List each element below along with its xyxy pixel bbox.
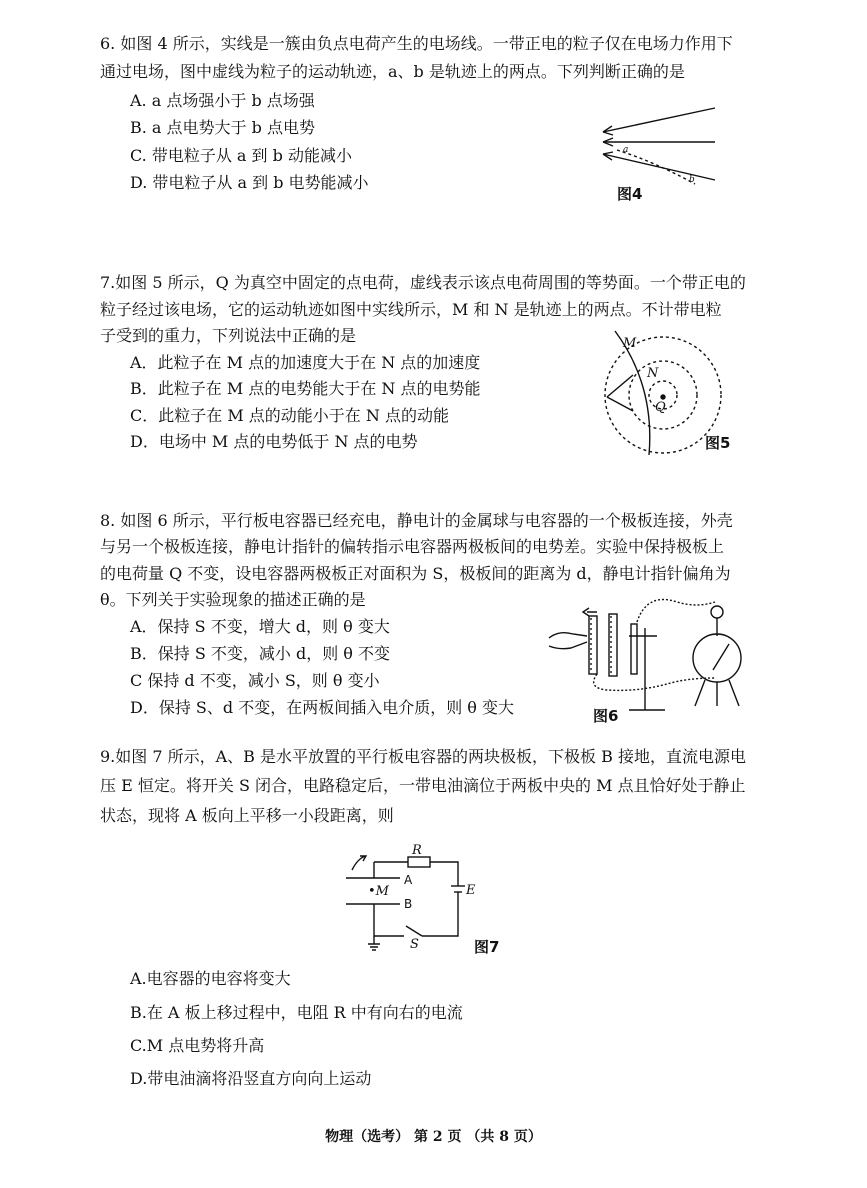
wire-coil-top [637, 600, 715, 623]
q8-stem-line2: 与另一个极板连接，静电计指针的偏转指示电容器两极板间的电势差。实验中保持极板上 [100, 537, 725, 556]
wire-top-left [374, 862, 408, 864]
q9-stem-line2: 压 E 恒定。将开关 S 闭合，电路稳定后，一带电油滴位于两板中央的 M 点且恰好处于静止 [100, 776, 746, 795]
q9-option-d: D.带电油滴将沿竖直方向向上运动 [130, 1069, 372, 1088]
q7-stem-line2: 粒子经过该电场，它的运动轨迹如图中实线所示，M 和 N 是轨迹上的两点。不计带电粒 [100, 300, 722, 319]
label-a: a [623, 145, 629, 155]
label-m: •M [368, 884, 389, 899]
figure-4-caption: 图4 [617, 185, 643, 203]
q9-option-a: A.电容器的电容将变大 [130, 969, 291, 988]
electroscope-legs [695, 680, 739, 706]
q8-option-a: A．保持 S 不变，增大 d，则 θ 变大 [130, 617, 390, 636]
q8-stem-line4: θ。下列关于实验现象的描述正确的是 [100, 590, 366, 609]
hand-icon [549, 633, 587, 649]
q9-stem-line3: 状态，现将 A 板向上平移一小段距离，则 [100, 806, 394, 825]
label-a: A [404, 873, 413, 887]
label-s: S [410, 937, 419, 952]
label-b: B [404, 897, 413, 911]
q8-option-c: C 保持 d 不变，减小 S，则 θ 变小 [130, 671, 380, 690]
q7-stem-line1: 7.如图 5 所示，Q 为真空中固定的点电荷，虚线表示该点电荷周围的等势面。一个带正电的 [100, 273, 746, 292]
wire-top-right [430, 862, 458, 886]
q9-option-c: C.M 点电势将升高 [130, 1036, 265, 1055]
label-m: M [623, 336, 637, 351]
capacitor-plate-left [589, 616, 597, 674]
label-n: N [647, 366, 659, 381]
field-line-bottom [603, 154, 715, 180]
label-b: b [689, 175, 695, 185]
q7-option-b: B．此粒子在 M 点的电势能大于在 N 点的电势能 [130, 379, 481, 398]
q6-option-d: D. 带电粒子从 a 到 b 电势能减小 [130, 173, 369, 192]
plate-move-arrow-icon [352, 856, 366, 870]
figure-7-circuit [330, 842, 480, 952]
switch-s [406, 926, 422, 936]
label-e: E [466, 883, 476, 898]
q8-option-d: D．保持 S、d 不变，在两板间插入电介质，则 θ 变大 [130, 698, 515, 717]
point-charge-q [661, 395, 665, 399]
capacitor-plate-right [609, 614, 617, 676]
wire-bottom [374, 908, 404, 936]
q9-stem-line1: 9.如图 7 所示，A、B 是水平放置的平行板电容器的两块极板，下极板 B 接地，直流电源电 [100, 747, 746, 766]
q7-option-c: C．此粒子在 M 点的动能小于在 N 点的动能 [130, 406, 449, 425]
page-footer: 物理（选考） 第 2 页 （共 8 页） [325, 1129, 542, 1145]
q9-option-b: B.在 A 板上移过程中，电阻 R 中有向右的电流 [130, 1003, 463, 1022]
q8-option-b: B．保持 S 不变，减小 d，则 θ 不变 [130, 644, 391, 663]
q7-option-a: A．此粒子在 M 点的加速度大于在 N 点的加速度 [130, 353, 481, 372]
q6-option-b: B. a 点电势大于 b 点电势 [130, 118, 315, 137]
electroscope-case [693, 634, 741, 682]
q6-stem-line2: 通过电场，图中虚线为粒子的运动轨迹，a、b 是轨迹上的两点。下列判断正确的是 [100, 62, 685, 81]
figure-7-caption: 图7 [474, 938, 500, 956]
electroscope-ball [711, 606, 723, 618]
field-line-top [603, 108, 715, 132]
q8-stem-line1: 8. 如图 6 所示，平行板电容器已经充电，静电计的金属球与电容器的一个极板连接，外壳 [100, 511, 733, 530]
label-r: R [412, 843, 422, 858]
figure-6-electroscope-apparatus [545, 588, 755, 718]
stand-clamp [631, 624, 637, 674]
q7-option-d: D．电场中 M 点的电势低于 N 点的电势 [130, 432, 418, 451]
figure-5-caption: 图5 [705, 434, 731, 452]
figure-4-field-lines [595, 100, 720, 190]
figure-6-caption: 图6 [593, 707, 619, 725]
wire-right [422, 892, 458, 936]
q6-option-a: A. a 点场强小于 b 点场强 [130, 91, 315, 110]
resistor-r [408, 857, 430, 867]
q6-stem-line1: 6. 如图 4 所示，实线是一簇由负点电荷产生的电场线。一带正电的粒子仅在电场力作用下 [100, 34, 733, 53]
label-q: Q [655, 400, 666, 415]
electroscope-needle [713, 644, 729, 670]
ground-icon [368, 936, 380, 950]
q7-stem-line3: 子受到的重力，下列说法中正确的是 [100, 326, 357, 345]
q8-stem-line3: 的电荷量 Q 不变，设电容器两极板正对面积为 S，极板间的距离为 d，静电计指针偏角为 [100, 564, 731, 583]
q6-option-c: C. 带电粒子从 a 到 b 动能减小 [130, 146, 352, 165]
move-arrow-icon [583, 608, 597, 616]
